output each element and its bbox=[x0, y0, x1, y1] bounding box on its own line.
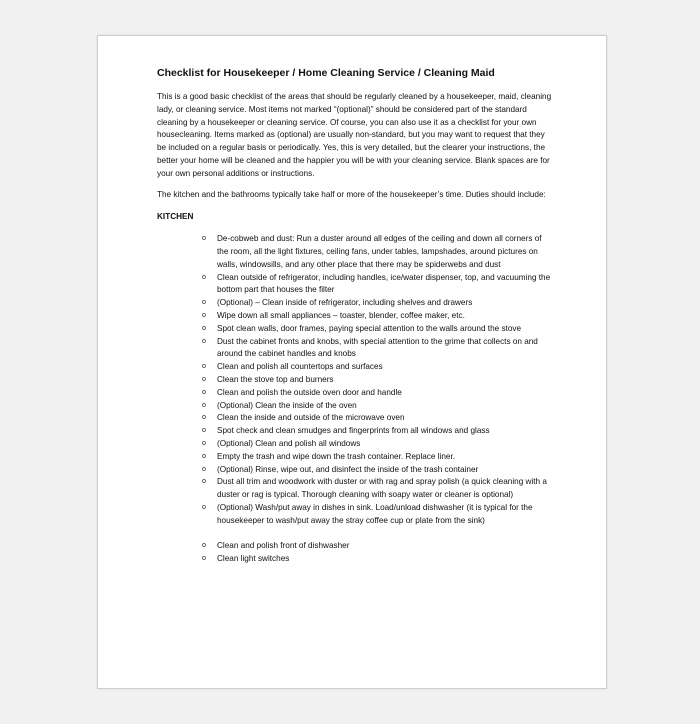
bullet-icon: o bbox=[202, 235, 206, 243]
checklist-item-text: Dust the cabinet fronts and knobs, with special attention to the grime that collects on and around the cabinet handles and knobs bbox=[217, 336, 538, 359]
checklist-item-text: Clean the inside and outside of the microwave oven bbox=[217, 413, 405, 423]
checklist-item-text: Dust all trim and woodwork with duster or with rag and spray polish (a quick cleaning with a duster or rag is typical. Thorough cleaning with soapy water or cleaner is optional) bbox=[217, 477, 547, 500]
checklist-item-text: Empty the trash and wipe down the trash container. Replace liner. bbox=[217, 451, 456, 461]
checklist-item-text: (Optional) – Clean inside of refrigerator, including shelves and drawers bbox=[217, 298, 473, 308]
checklist-item bbox=[202, 451, 552, 464]
checklist-item bbox=[202, 540, 552, 553]
checklist-item bbox=[202, 553, 552, 566]
checklist-item bbox=[202, 387, 552, 400]
bullet-icon: o bbox=[202, 503, 206, 511]
bullet-icon: o bbox=[202, 555, 206, 563]
bullet-icon: o bbox=[202, 388, 206, 396]
bullet-icon: o bbox=[202, 363, 206, 371]
checklist-item bbox=[202, 412, 552, 425]
checklist-item bbox=[202, 336, 552, 362]
checklist-item-text: Clean the stove top and burners bbox=[217, 374, 334, 384]
checklist-item bbox=[202, 400, 552, 413]
bullet-icon: o bbox=[202, 452, 206, 460]
document-content bbox=[157, 66, 552, 566]
checklist-item-text: Clean and polish all countertops and surfaces bbox=[217, 362, 383, 372]
document-page bbox=[97, 35, 607, 689]
checklist-item-text: Clean and polish front of dishwasher bbox=[217, 541, 350, 551]
checklist-item-text: Spot clean walls, door frames, paying special attention to the walls around the stove bbox=[217, 323, 522, 333]
checklist-item bbox=[202, 502, 552, 528]
kitchen-heading: KITCHEN bbox=[157, 212, 194, 222]
bullet-icon: o bbox=[202, 439, 206, 447]
checklist-item bbox=[202, 464, 552, 477]
checklist-item bbox=[202, 297, 552, 310]
checklist-item bbox=[202, 374, 552, 387]
checklist-item-text: Clean light switches bbox=[217, 554, 290, 564]
bullet-icon: o bbox=[202, 375, 206, 383]
checklist-item-text: (Optional) Clean the inside of the oven bbox=[217, 400, 357, 410]
checklist-item bbox=[202, 323, 552, 336]
checklist-item-text: (Optional) Clean and polish all windows bbox=[217, 438, 361, 448]
checklist-item bbox=[202, 310, 552, 323]
bullet-icon: o bbox=[202, 401, 206, 409]
checklist-item-text: (Optional) Rinse, wipe out, and disinfect the inside of the trash container bbox=[217, 464, 479, 474]
checklist-item-text: Wipe down all small appliances – toaster, blender, coffee maker, etc. bbox=[217, 310, 465, 320]
checklist-item bbox=[202, 361, 552, 374]
bullet-icon: o bbox=[202, 427, 206, 435]
bullet-icon: o bbox=[202, 273, 206, 281]
bullet-icon: o bbox=[202, 337, 206, 345]
document-title: Checklist for Housekeeper / Home Cleaning Service / Cleaning Maid bbox=[157, 67, 495, 79]
checklist-item bbox=[202, 272, 552, 298]
checklist-item-text: (Optional) Wash/put away in dishes in sink. Load/unload dishwasher (it is typical for the housekeeper to wash/put away the stray coffee cup or plate from the sink) bbox=[217, 502, 533, 525]
checklist-item bbox=[202, 233, 552, 271]
bullet-icon: o bbox=[202, 465, 206, 473]
checklist-item-text: Clean outside of refrigerator, including handles, ice/water dispenser, top, and vacuuming the bottom part that houses the filter bbox=[217, 272, 551, 295]
kitchen-note-paragraph: The kitchen and the bathrooms typically take half or more of the housekeeper’s time. Duties should include: bbox=[157, 189, 546, 199]
bullet-icon: o bbox=[202, 299, 206, 307]
intro-paragraph: This is a good basic checklist of the areas that should be regularly cleaned by a housekeeper, maid, cleaning lady, or cleaning service. Most items not marked “(optional)” should be considered part of the standard cleaning by a housekeeper or cleaning service. Of course, you can also use it as a checklist for your own housecleaning. Items marked as (optional) are usually non-standard, but you may want to request that they be included on a regular basis or periodically. Yes, this is very detailed, but the clearer your instructions, the better your home will be cleaned and the happier you will be with your cleaning service. Blank spaces are for your own personal additions or instructions. bbox=[157, 92, 552, 178]
bullet-icon: o bbox=[202, 542, 206, 550]
bullet-icon: o bbox=[202, 414, 206, 422]
checklist-item-text: Spot check and clean smudges and fingerprints from all windows and glass bbox=[217, 426, 490, 436]
checklist-item-text: De-cobweb and dust: Run a duster around all edges of the ceiling and down all corners of the room, all the light fixtures, ceiling fans, under tables, lampshades, around pictures on walls, windowsills, and any other place that there may be spiderwebs and dust bbox=[217, 234, 542, 269]
checklist-item bbox=[202, 425, 552, 438]
bullet-icon: o bbox=[202, 311, 206, 319]
bullet-icon: o bbox=[202, 478, 206, 486]
checklist-item bbox=[202, 438, 552, 451]
kitchen-checklist bbox=[157, 233, 552, 566]
checklist-item bbox=[202, 476, 552, 502]
bullet-icon: o bbox=[202, 324, 206, 332]
checklist-item-text: Clean and polish the outside oven door and handle bbox=[217, 387, 402, 397]
